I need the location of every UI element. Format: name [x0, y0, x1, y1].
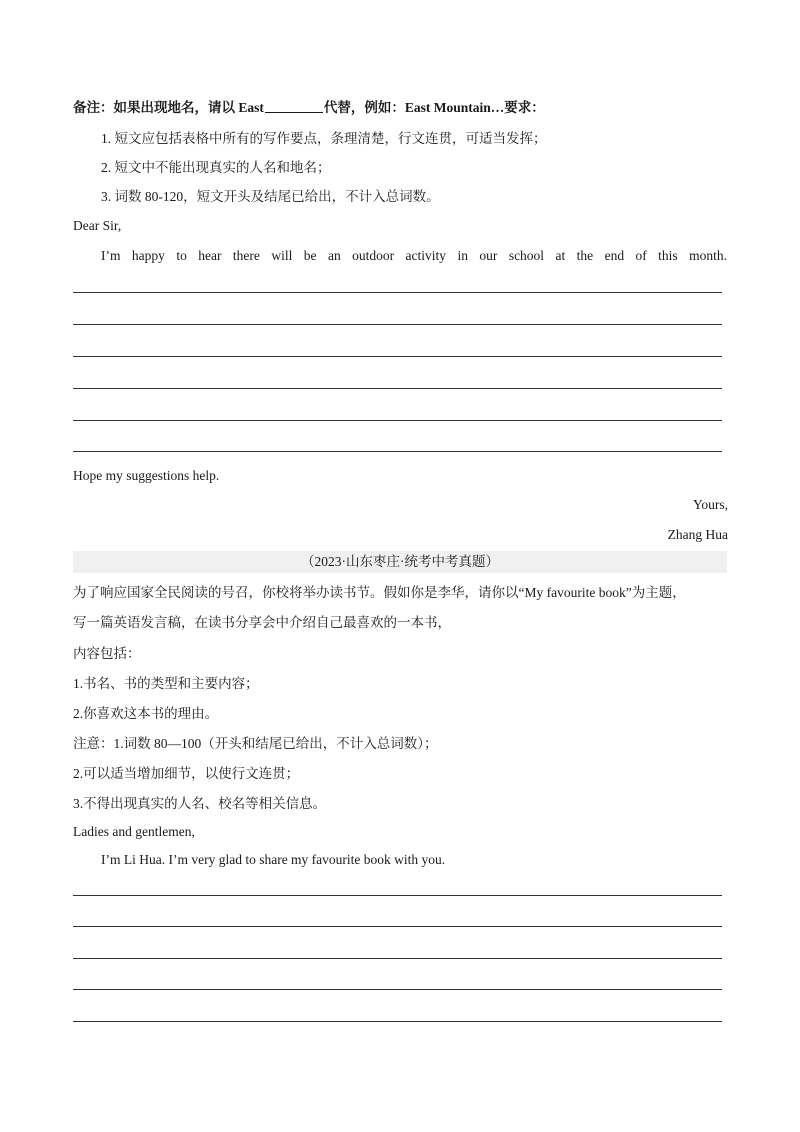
letter-sign-off: Yours, [692, 497, 728, 512]
note-prefix: 备注：如果出现地名，请以 East [73, 100, 264, 115]
requirement-item: 1. 短文应包括表格中所有的写作要点，条理清楚，行文连贯，可适当发挥； [101, 131, 547, 146]
requirement-item: 3. 词数 80-120，短文开头及结尾已给出，不计入总词数。 [101, 189, 440, 204]
content-point: 1.书名、书的类型和主要内容； [73, 676, 259, 691]
note-item: 注意：1.词数 80—100（开头和结尾已给出，不计入总词数）； [73, 736, 438, 751]
speech-greeting: Ladies and gentlemen, [73, 824, 195, 839]
prompt-text: 写一篇英语发言稿，在读书分享会中介绍自己最喜欢的一本书， [73, 615, 451, 630]
writing-line [73, 324, 722, 325]
writing-line [73, 895, 722, 896]
note-suffix: 代替，例如：East Mountain…要求： [323, 100, 545, 115]
note-item: 3.不得出现真实的人名、校名等相关信息。 [73, 796, 327, 811]
writing-line [73, 1021, 722, 1022]
writing-line [73, 356, 722, 357]
note-line [73, 99, 545, 117]
letter-opening: I’m happy to hear there will be an outdoor activity in our school at the end of this month. [101, 248, 727, 263]
letter-greeting: Dear Sir, [73, 218, 122, 233]
letter-closing: Hope my suggestions help. [73, 468, 220, 483]
writing-line [73, 292, 722, 293]
content-point: 2.你喜欢这本书的理由。 [73, 706, 219, 721]
writing-line [73, 958, 722, 959]
content-label: 内容包括： [73, 646, 141, 661]
exam-source-bar [73, 551, 727, 573]
writing-line [73, 420, 722, 421]
place-name-blank [265, 99, 323, 113]
writing-line [73, 388, 722, 389]
prompt-text: 为了响应国家全民阅读的号召，你校将举办读书节。假如你是李华，请你以“My favourite book”为主题， [73, 585, 686, 600]
writing-line [73, 989, 722, 990]
letter-signature: Zhang Hua [667, 527, 728, 542]
speech-opening: I’m Li Hua. I’m very glad to share my favourite book with you. [101, 852, 446, 867]
requirement-item: 2. 短文中不能出现真实的人名和地名； [101, 160, 331, 175]
writing-line [73, 926, 722, 927]
writing-line [73, 451, 722, 452]
note-item: 2.可以适当增加细节，以使行文连贯； [73, 766, 300, 781]
exam-source: （2023·山东枣庄·统考中考真题） [301, 554, 499, 569]
